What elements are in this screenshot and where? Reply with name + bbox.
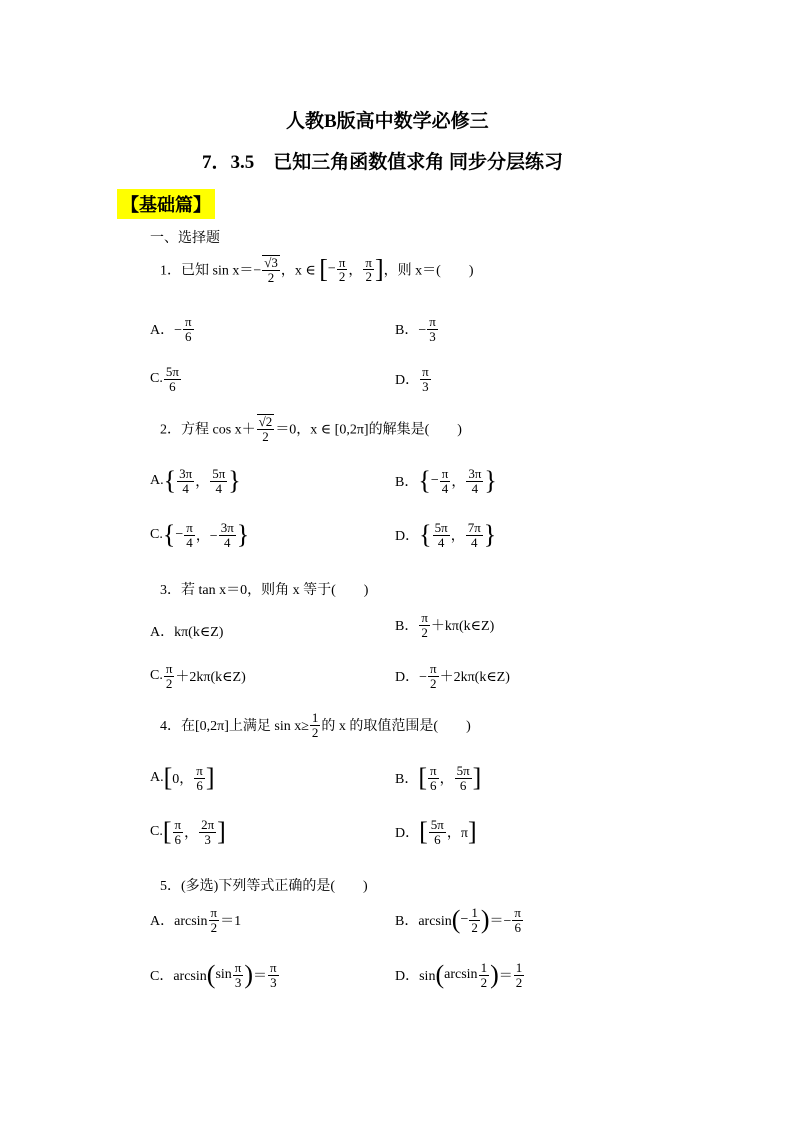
question-5-stem: 5．(多选)下列等式正确的是( ): [160, 879, 368, 894]
section-badge: 【基础篇】: [117, 189, 215, 219]
q2-option-a[interactable]: A.{ $\frac{3\pi}{4}$ ， $\frac{5\pi}{4}$ }: [150, 466, 241, 496]
q5-option-a[interactable]: A．arcsin $\frac{\pi}{2}$ ＝1: [150, 905, 242, 935]
q4-option-a[interactable]: A.[0， $\frac{\pi}{6}$ ]: [150, 763, 215, 793]
section-label: 一、选择题: [150, 231, 220, 246]
question-3-stem: 3．若 tan x＝0，则角 x 等于( ): [160, 583, 369, 598]
q3-option-c[interactable]: C. $\frac{\pi}{2}$ ＋2kπ(k∈Z): [150, 661, 246, 691]
q5-option-d[interactable]: D．sin(arcsin $\frac{1}{2}$ )＝ $\frac{1}{2}$: [395, 960, 523, 990]
q3-option-b[interactable]: B． $\frac{\pi}{2}$ ＋kπ(k∈Z): [395, 610, 495, 640]
question-2-stem: 2．方程 cos x＋ $\frac{√2}{2}$ ＝0，x ∈ [0,2π]的解集是( ): [160, 414, 462, 444]
q1-option-b[interactable]: B．− $\frac{\pi}{3}$: [395, 314, 436, 344]
q1-option-c[interactable]: C. $\frac{5\pi}{6}$: [150, 364, 179, 394]
q3-option-a[interactable]: A．kπ(k∈Z): [150, 625, 224, 640]
title-main: 人教B版高中数学必修三: [286, 111, 489, 132]
q1-option-a[interactable]: A．− $\frac{\pi}{6}$: [150, 314, 192, 344]
q2-option-c[interactable]: C.{− $\frac{\pi}{4}$ ，− $\frac{3\pi}{4}$ }: [150, 520, 250, 550]
q5-option-b[interactable]: B．arcsin(− $\frac{1}{2}$ )＝− $\frac{\pi}{6}$: [395, 905, 521, 935]
question-1-stem: 1．已知 sin x＝− $\frac{√3}{2}$ ，x ∈ [− $\frac{\pi}{2}$ ， $\frac{\pi}{2}$ ]，则 x＝( ): [160, 254, 474, 285]
q2-option-d[interactable]: D．{ $\frac{5\pi}{4}$ ， $\frac{7\pi}{4}$ }: [395, 520, 497, 550]
q4-option-d[interactable]: D．[ $\frac{5\pi}{6}$ ，π]: [395, 817, 477, 847]
q2-option-b[interactable]: B．{− $\frac{\pi}{4}$ ， $\frac{3\pi}{4}$ }: [395, 466, 497, 496]
q4-option-c[interactable]: C.[ $\frac{\pi}{6}$ ， $\frac{2\pi}{3}$ ]: [150, 817, 226, 847]
question-4-stem: 4．在[0,2π]上满足 sin x≥ $\frac{1}{2}$ 的 x 的取值范围是( ): [160, 710, 471, 740]
title-sub: 7．3.5 已知三角函数值求角 同步分层练习: [202, 152, 564, 173]
q1-option-d[interactable]: D． $\frac{\pi}{3}$: [395, 364, 429, 394]
q4-option-b[interactable]: B．[ $\frac{\pi}{6}$ ， $\frac{5\pi}{6}$ ]: [395, 763, 482, 793]
q5-option-c[interactable]: C．arcsin(sin $\frac{\pi}{3}$ )＝ $\frac{\pi}{3}$: [150, 960, 277, 990]
q3-option-d[interactable]: D．− $\frac{\pi}{2}$ ＋2kπ(k∈Z): [395, 661, 510, 691]
